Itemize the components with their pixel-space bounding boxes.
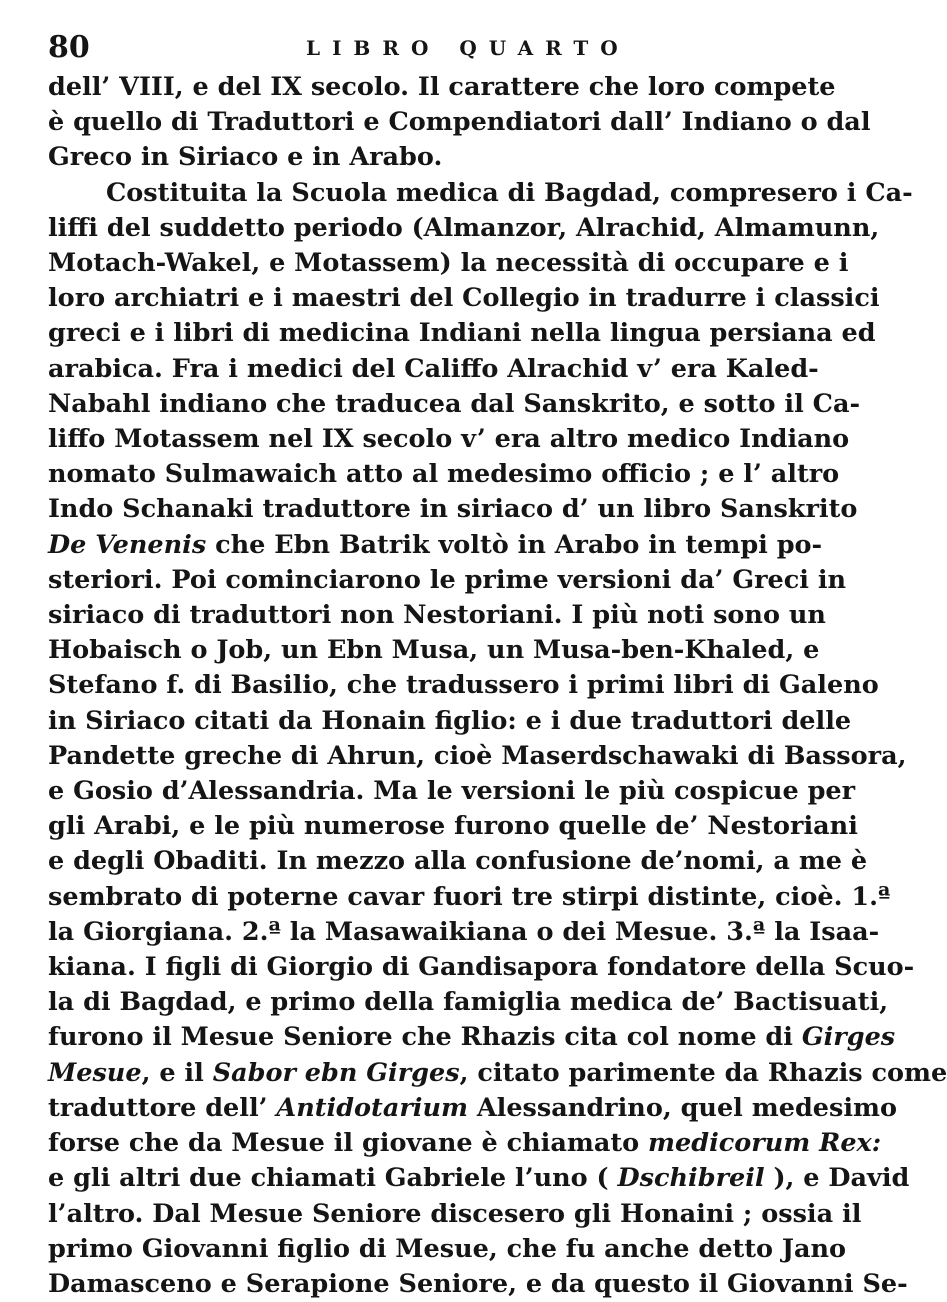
text-line (48, 844, 868, 879)
text-segment: Greco in Siriaco e in Arabo. (48, 142, 443, 173)
text-line (48, 1267, 908, 1302)
text-line (48, 1020, 896, 1055)
text-line (48, 140, 760, 175)
text-line (48, 950, 915, 985)
text-line (48, 1197, 862, 1232)
text-line (48, 1232, 847, 1267)
text-line (48, 915, 880, 950)
text-line (48, 704, 852, 739)
text-segment: è quello di Traduttori e Compendiatori dall’ Indiano o dal (48, 107, 871, 138)
text-line (48, 246, 849, 281)
italic-text: Girges (801, 1022, 896, 1053)
text-line (48, 457, 840, 492)
text-segment: steriori. Poi cominciarono le prime versioni da’ Greci in (48, 564, 847, 595)
text-segment: traduttore dell’ (48, 1092, 277, 1123)
text-segment: e degli Obaditi. In mezzo alla confusione de’nomi, a me è (48, 846, 868, 877)
text-segment: Motach-Wakel, e Motassem) la necessità di occupare e i (48, 248, 849, 279)
text-segment: Damasceno e Serapione Seniore, e da questo il Giovanni Se- (48, 1268, 908, 1299)
text-line (48, 1126, 882, 1161)
text-segment: dell’ VIII, e del IX secolo. Il carattere che loro compete (48, 72, 836, 102)
text-line (48, 739, 907, 774)
text-line (48, 633, 820, 668)
text-line (48, 985, 889, 1020)
text-line (48, 1091, 898, 1126)
running-title: LIBRO QUARTO (306, 36, 630, 60)
italic-text: Sabor ebn Girges (212, 1057, 460, 1088)
text-segment: gli Arabi, e le più numerose furono quelle de’ Nestoriani (48, 811, 858, 842)
text-segment: sembrato di poterne cavar fuori tre stirpi distinte, cioè. 1.ª (48, 881, 891, 912)
italic-text: Dschibreil (617, 1163, 765, 1194)
text-line (48, 809, 858, 844)
text-line (48, 70, 836, 105)
text-line (48, 281, 880, 316)
text-line (48, 528, 823, 563)
text-line (48, 598, 826, 633)
text-segment: loro archiatri e i maestri del Collegio in tradurre i classici (48, 283, 880, 314)
text-line (48, 1161, 910, 1196)
text-segment: Stefano f. di Basilio, che tradussero i primi libri di Galeno (48, 670, 879, 701)
text-segment: e Gosio d’Alessandria. Ma le versioni le più cospicue per (48, 776, 856, 807)
text-line (48, 316, 876, 351)
text-line (48, 668, 879, 703)
text-segment: nomato Sulmawaich atto al medesimo officio ; e l’ altro (48, 459, 840, 490)
text-segment: Pandette greche di Ahrun, cioè Maserdschawaki di Bassora, (48, 740, 907, 771)
text-line (48, 387, 861, 422)
text-line (48, 422, 850, 457)
text-segment: greci e i libri di medicina Indiani nella lingua persiana ed (48, 318, 876, 349)
text-line (48, 211, 880, 246)
text-segment: , e il (141, 1057, 213, 1088)
text-line (48, 1056, 947, 1091)
text-line (48, 880, 891, 915)
text-line (48, 105, 871, 140)
text-line (48, 352, 819, 387)
text-segment: liffi del suddetto periodo (Almanzor, Alrachid, Almamunn, (48, 212, 880, 243)
body-text (48, 70, 947, 1302)
text-segment: , citato parimente da Rhazis come (459, 1057, 947, 1088)
text-segment: siriaco di traduttori non Nestoriani. I più noti sono un (48, 600, 826, 631)
italic-text: Antidotarium (276, 1092, 468, 1123)
text-segment: Nabahl indiano che traducea dal Sanskrito, e sotto il Ca- (48, 388, 861, 419)
text-segment: furono il Mesue Seniore che Rhazis cita col nome di (48, 1022, 802, 1053)
text-segment: forse che da Mesue il giovane è chiamato (48, 1128, 649, 1159)
page-number: 80 (48, 30, 90, 65)
text-segment: in Siriaco citati da Honain figlio: e i due traduttori delle (48, 705, 852, 736)
text-segment: primo Giovanni figlio di Mesue, che fu anche detto Jano (48, 1233, 847, 1264)
text-segment: Indo Schanaki traduttore in siriaco d’ un libro Sanskrito (48, 494, 858, 525)
text-segment: kiana. I figli di Giorgio di Gandisapora fondatore della Scuo- (48, 952, 915, 983)
text-segment: e gli altri due chiamati Gabriele l’uno ( (48, 1163, 618, 1194)
text-line (48, 563, 847, 598)
text-segment: l’altro. Dal Mesue Seniore discesero gli Honaini ; ossia il (48, 1198, 862, 1229)
text-segment: Hobaisch o Job, un Ebn Musa, un Musa-ben-Khaled, e (48, 635, 820, 666)
text-segment: Costituita la Scuola medica di Bagdad, compresero i Ca- (106, 177, 913, 208)
page-header (48, 30, 760, 70)
text-line (48, 774, 856, 809)
text-segment: liffo Motassem nel IX secolo v’ era altro medico Indiano (48, 424, 850, 455)
italic-text: De Venenis (48, 529, 207, 560)
italic-text: Mesue (48, 1057, 142, 1088)
text-segment: la Giorgiana. 2.ª la Masawaikiana o dei Mesue. 3.ª la Isaa- (48, 916, 880, 947)
text-segment: arabica. Fra i medici del Califfo Alrachid v’ era Kaled- (48, 353, 819, 384)
text-segment: la di Bagdad, e primo della famiglia medica de’ Bactisuati, (48, 987, 889, 1018)
text-segment: che Ebn Batrik voltò in Arabo in tempi po- (206, 529, 823, 560)
text-line (48, 492, 858, 527)
text-line (48, 176, 913, 211)
text-segment: Alessandrino, quel medesimo (467, 1092, 898, 1123)
italic-text: medicorum Rex: (648, 1128, 882, 1159)
text-segment: ), e David (764, 1163, 910, 1194)
